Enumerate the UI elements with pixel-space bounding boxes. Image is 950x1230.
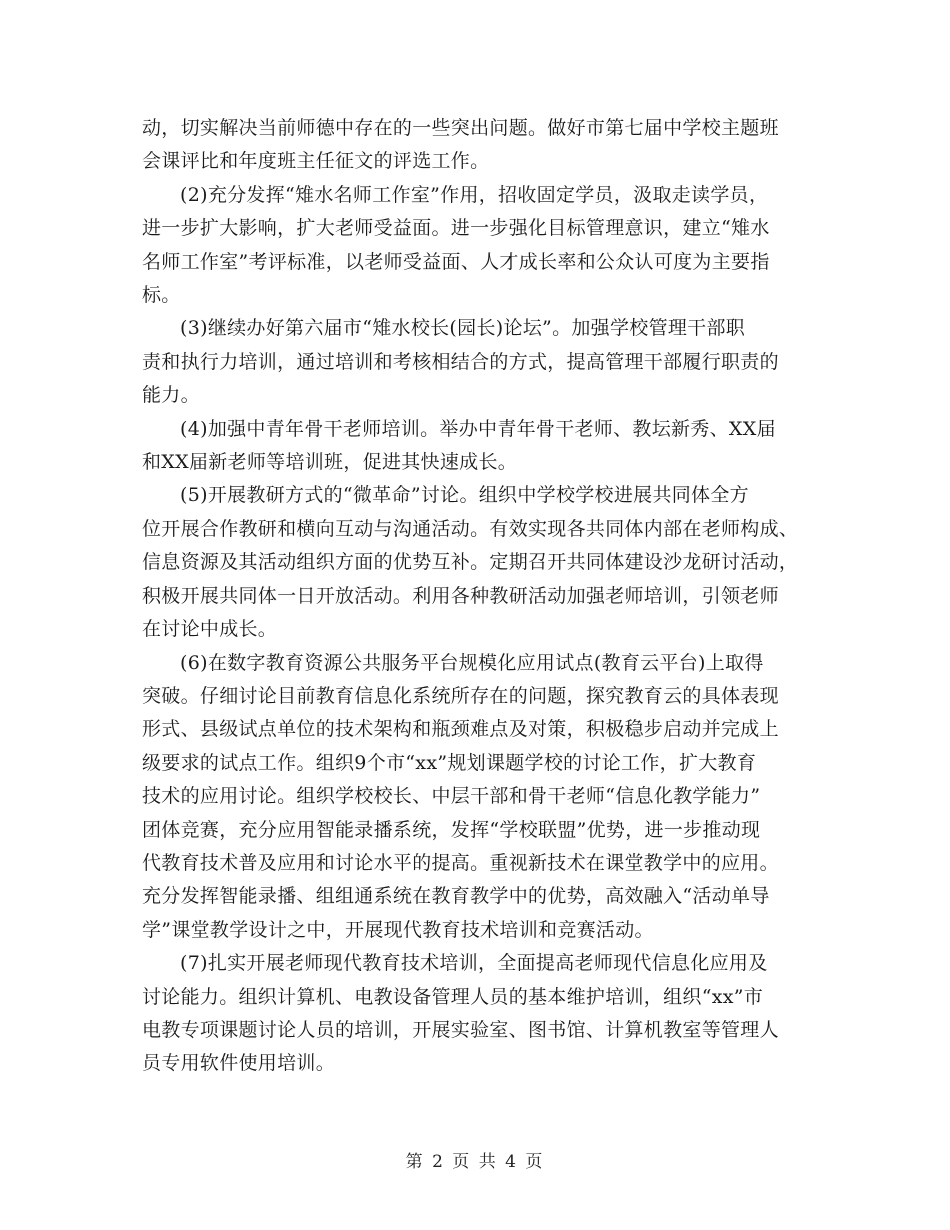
text-line: 代教育技术普及应用和讨论水平的提高。重视新技术在课堂教学中的应用。	[142, 851, 779, 874]
text-line: 信息资源及其活动组织方面的优势互补。定期召开共同体建设沙龙研讨活动，	[142, 551, 799, 574]
text-line: 团体竞赛，充分应用智能录播系统，发挥“学校联盟”优势，进一步推动现	[142, 818, 761, 841]
text-line: 能力。	[142, 384, 200, 407]
text-line: 位开展合作教研和横向互动与沟通活动。有效实现各共同体内部在老师构成、	[142, 517, 799, 540]
text-line: (4)加强中青年骨干老师培训。举办中青年骨干老师、教坛新秀、XX届	[180, 417, 776, 440]
paragraph-item-7	[142, 947, 822, 1081]
text-line: (2)充分发挥“雉水名师工作室”作用，招收固定学员，汲取走读学员，	[180, 183, 769, 206]
text-line: 在讨论中成长。	[142, 618, 278, 641]
text-line: (3)继续办好第六届市“雉水校长(园长)论坛”。加强学校管理干部职	[180, 317, 746, 340]
text-line: 积极开展共同体一日开放活动。利用各种教研活动加强老师培训，引领老师	[142, 584, 779, 607]
text-line: (5)开展教研方式的“微革命”讨论。组织中学校学校进展共同体全方	[180, 484, 749, 507]
text-line: 学”课堂教学设计之中，开展现代教育技术培训和竞赛活动。	[142, 918, 654, 941]
page-number-footer: 第 2 页 共 4 页	[405, 1152, 545, 1172]
paragraph-item-6	[142, 647, 822, 948]
text-line: 电教专项课题讨论人员的培训，开展实验室、图书馆、计算机教室等管理人	[142, 1018, 779, 1041]
text-line: 突破。仔细讨论目前教育信息化系统所存在的问题，探究教育云的具体表现	[142, 684, 779, 707]
text-line: 讨论能力。组织计算机、电教设备管理人员的基本维护培训，组织“xx”市	[142, 985, 764, 1008]
text-line: 标。	[142, 284, 181, 307]
text-line: 责和执行力培训，通过培训和考核相结合的方式，提高管理干部履行职责的	[142, 350, 779, 373]
text-line: (7)扎实开展老师现代教育技术培训，全面提高老师现代信息化应用及	[180, 952, 768, 975]
text-line: 和XX届新老师等培训班，促进其快速成长。	[142, 451, 518, 474]
text-line: 进一步扩大影响，扩大老师受益面。进一步强化目标管理意识，建立“雉水	[142, 217, 770, 240]
text-line: 级要求的试点工作。组织9个市“xx”规划课题学校的讨论工作，扩大教育	[142, 751, 757, 774]
text-line: 充分发挥智能录播、组组通系统在教育教学中的优势，高效融入“活动单导	[142, 885, 770, 908]
paragraph	[142, 112, 822, 179]
document-body	[142, 112, 822, 1081]
paragraph-item-3	[142, 312, 822, 412]
text-line: (6)在数字教育资源公共服务平台规模化应用试点(教育云平台)上取得	[180, 651, 764, 674]
text-line: 技术的应用讨论。组织学校校长、中层干部和骨干老师“信息化教学能力”	[142, 785, 761, 808]
text-line: 形式、县级试点单位的技术架构和瓶颈难点及对策，积极稳步启动并完成上	[142, 718, 779, 741]
paragraph-item-5	[142, 479, 822, 646]
paragraph-item-2	[142, 179, 822, 313]
paragraph-item-4	[142, 413, 822, 480]
text-line: 会课评比和年度班主任征文的评选工作。	[142, 150, 490, 173]
text-line: 员专用软件使用培训。	[142, 1052, 336, 1075]
text-line: 动，切实解决当前师德中存在的一些突出问题。做好市第七届中学校主题班	[142, 117, 779, 139]
text-line: 名师工作室”考评标准，以老师受益面、人才成长率和公众认可度为主要指	[142, 250, 770, 273]
